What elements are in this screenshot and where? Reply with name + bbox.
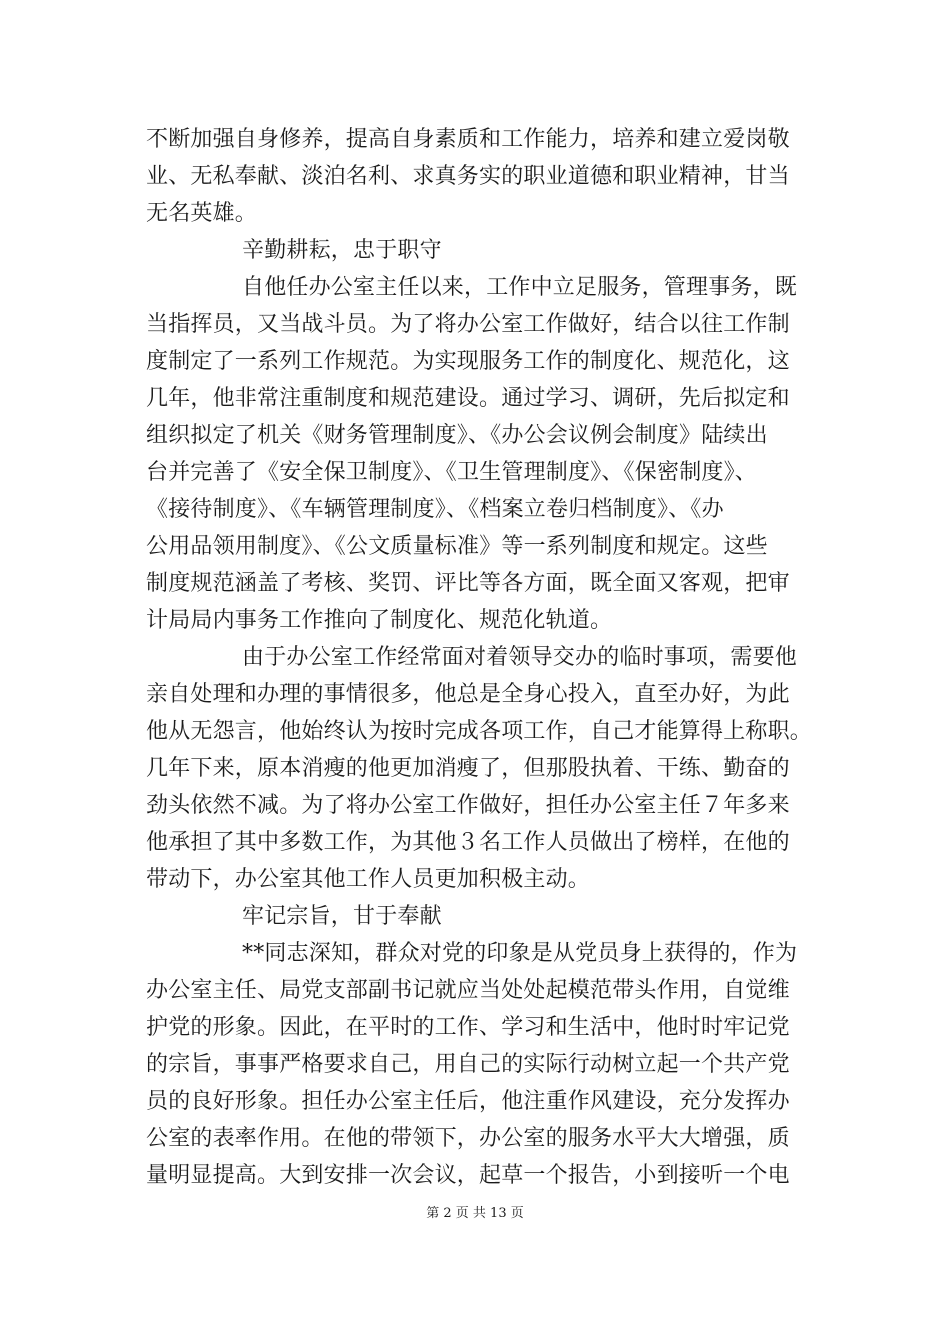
text-line: 由于办公室工作经常面对着领导交办的临时事项，需要他 bbox=[242, 645, 798, 670]
text-line: 量明显提高。大到安排一次会议，起草一个报告，小到接听一个电 bbox=[146, 1163, 790, 1188]
text-line: 业、无私奉献、淡泊名利、求真务实的职业道德和职业精神，甘当 bbox=[146, 164, 790, 189]
text-line: 他从无怨言，他始终认为按时完成各项工作，自己才能算得上称职。 bbox=[146, 719, 813, 744]
text-line: 当指挥员，又当战斗员。为了将办公室工作做好，结合以往工作制 bbox=[146, 312, 790, 337]
text-line: 无名英雄。 bbox=[146, 201, 258, 226]
text-line: 几年下来，原本消瘦的他更加消瘦了，但那股执着、干练、勤奋的 bbox=[146, 756, 790, 781]
text-line: 他承担了其中多数工作，为其他３名工作人员做出了榜样，在他的 bbox=[146, 830, 790, 855]
text-line: 办公室主任、局党支部副书记就应当处处起模范带头作用，自觉维 bbox=[146, 978, 790, 1003]
text-line: 公用品领用制度》、《公文质量标准》等一系列制度和规定。这些 bbox=[146, 534, 768, 559]
text-line: 计局局内事务工作推向了制度化、规范化轨道。 bbox=[146, 608, 613, 633]
page-footer bbox=[0, 1206, 950, 1222]
text-line: **同志深知，群众对党的印象是从党员身上获得的，作为 bbox=[242, 941, 798, 966]
text-line: 几年，他非常注重制度和规范建设。通过学习、调研，先后拟定和 bbox=[146, 386, 790, 411]
text-line: 劲头依然不减。为了将办公室工作做好，担任办公室主任７年多来 bbox=[146, 793, 790, 818]
text-line: 《接待制度》、《车辆管理制度》、《档案立卷归档制度》、《办 bbox=[146, 497, 724, 522]
text-line: 公室的表率作用。在他的带领下，办公室的服务水平大大增强，质 bbox=[146, 1126, 790, 1151]
text-line: 带动下，办公室其他工作人员更加积极主动。 bbox=[146, 867, 591, 892]
text-line: 自他任办公室主任以来，工作中立足服务，管理事务，既 bbox=[242, 275, 798, 300]
text-line: 护党的形象。因此，在平时的工作、学习和生活中，他时时牢记党 bbox=[146, 1015, 790, 1040]
text-line: 度制定了一系列工作规范。为实现服务工作的制度化、规范化，这 bbox=[146, 349, 790, 374]
section-heading: 辛勤耕耘，忠于职守 bbox=[242, 238, 442, 263]
text-line: 员的良好形象。担任办公室主任后，他注重作风建设，充分发挥办 bbox=[146, 1089, 790, 1114]
text-line: 制度规范涵盖了考核、奖罚、评比等各方面，既全面又客观，把审 bbox=[146, 571, 790, 596]
text-line: 台并完善了《安全保卫制度》、《卫生管理制度》、《保密制度》、 bbox=[146, 460, 758, 485]
text-line: 的宗旨，事事严格要求自己，用自己的实际行动树立起一个共产党 bbox=[146, 1052, 790, 1077]
text-line: 亲自处理和办理的事情很多，他总是全身心投入，直至办好，为此 bbox=[146, 682, 790, 707]
page-number: 第 2 页 共 13 页 bbox=[426, 1206, 524, 1221]
text-line: 组织拟定了机关《财务管理制度》、《办公会议例会制度》陆续出 bbox=[146, 423, 768, 448]
section-heading: 牢记宗旨，甘于奉献 bbox=[242, 904, 442, 929]
text-line: 不断加强自身修养，提高自身素质和工作能力，培养和建立爱岗敬 bbox=[146, 127, 790, 152]
